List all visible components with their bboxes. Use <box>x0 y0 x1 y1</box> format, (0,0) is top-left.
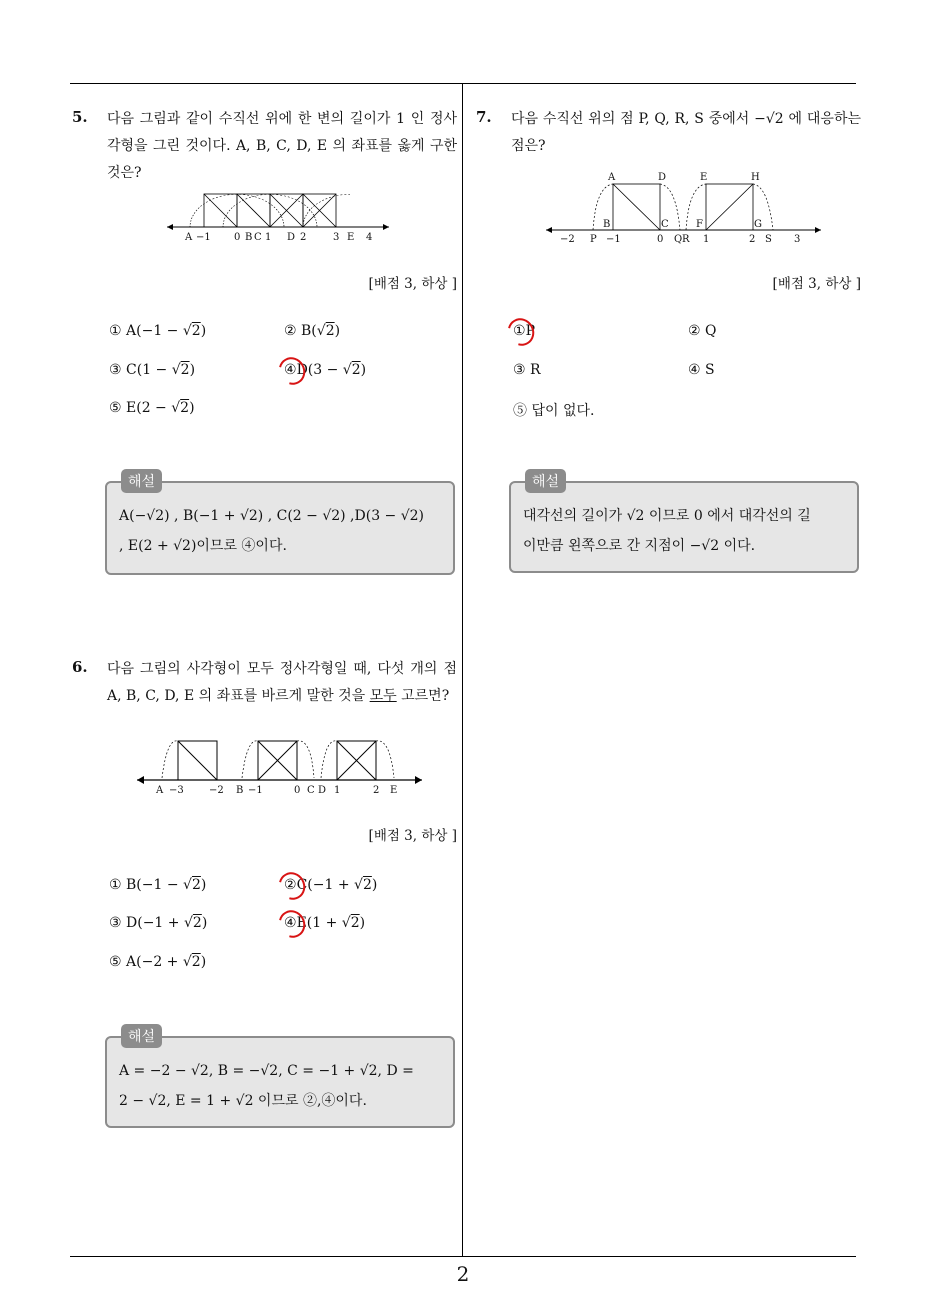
svg-text:E: E <box>347 232 355 243</box>
question-number: 5. <box>72 108 88 126</box>
svg-text:−3: −3 <box>169 785 184 796</box>
svg-text:G: G <box>754 219 762 230</box>
question-text: 다음 그림의 사각형이 모두 정사각형일 때, 다섯 개의 점 A, B, C, D, E 의 좌표를 바르게 말한 것을 모두 고르면? <box>107 661 457 704</box>
svg-text:P: P <box>590 234 597 245</box>
explanation-tag: 해설 <box>121 1024 162 1048</box>
answer-mark <box>274 905 311 942</box>
score: [배점 3, 하상 ] <box>368 276 457 292</box>
choice-5[interactable]: ⑤ A(−2 + √2) <box>109 954 207 970</box>
svg-text:C: C <box>254 232 262 243</box>
svg-text:D: D <box>287 232 296 243</box>
choice-2[interactable]: ② C(−1 + √2) <box>284 877 377 893</box>
choice-4[interactable]: ④ D(3 − √2) <box>284 362 366 378</box>
choice-2[interactable]: ② B(√2) <box>284 323 341 339</box>
q5-labels <box>184 232 372 243</box>
answer-mark <box>503 313 540 350</box>
question-7 <box>476 100 861 580</box>
svg-text:1: 1 <box>265 232 272 243</box>
question-number: 7. <box>476 108 492 126</box>
question-6 <box>72 650 457 1130</box>
explanation-text: 대각선의 길이가 √2 이므로 0 에서 대각선의 길 이만큼 왼쪽으로 간 지점이 −√2 이다. <box>523 508 811 554</box>
choice-4[interactable]: ④ E(1 + √2) <box>284 915 365 931</box>
svg-text:4: 4 <box>366 232 373 243</box>
choice-5[interactable]: ⑤ E(2 − √2) <box>109 400 195 416</box>
svg-text:0: 0 <box>657 234 664 245</box>
bottom-rule <box>70 1256 856 1257</box>
svg-text:H: H <box>751 172 760 183</box>
svg-text:Q: Q <box>674 234 683 245</box>
q5-figure <box>167 188 392 243</box>
choice-3[interactable]: ③ R <box>513 362 541 378</box>
svg-text:3: 3 <box>333 232 340 243</box>
explanation-text: A(−√2) , B(−1 + √2) , C(2 − √2) ,D(3 − √2) , E(2 + √2)이므로 ④이다. <box>119 508 425 554</box>
svg-text:−1: −1 <box>606 234 621 245</box>
svg-text:2: 2 <box>373 785 380 796</box>
explanation-box <box>509 474 859 573</box>
svg-text:C: C <box>661 219 669 230</box>
choice-3[interactable]: ③ C(1 − √2) <box>109 362 196 378</box>
svg-text:A: A <box>185 232 193 243</box>
svg-text:A: A <box>156 785 164 796</box>
svg-text:2: 2 <box>300 232 307 243</box>
svg-text:D: D <box>318 785 327 796</box>
svg-text:−2: −2 <box>560 234 575 245</box>
svg-text:B: B <box>236 785 244 796</box>
page-number: 2 <box>456 1262 470 1286</box>
explanation-text: A = −2 − √2, B = −√2, C = −1 + √2, D = 2 − √2, E = 1 + √2 이므로 ②,④이다. <box>119 1063 414 1109</box>
choice-1[interactable]: ① P <box>513 323 535 339</box>
explanation-box <box>105 474 455 575</box>
svg-text:−1: −1 <box>196 232 211 243</box>
svg-text:−2: −2 <box>209 785 224 796</box>
choice-5[interactable]: ⑤ 답이 없다. <box>513 403 595 419</box>
question-5 <box>72 100 457 580</box>
answer-mark <box>274 867 311 904</box>
svg-text:3: 3 <box>794 234 801 245</box>
answer-mark <box>274 352 311 389</box>
score: [배점 3, 하상 ] <box>368 828 457 844</box>
q6-figure <box>137 738 427 798</box>
explanation-tag: 해설 <box>525 469 566 493</box>
choice-4[interactable]: ④ S <box>688 362 715 378</box>
q6-labels <box>155 785 397 796</box>
svg-text:A: A <box>608 172 616 183</box>
column-divider <box>462 83 463 1256</box>
explanation-box <box>105 1029 455 1128</box>
choice-3[interactable]: ③ D(−1 + √2) <box>109 915 208 931</box>
svg-text:C: C <box>307 785 315 796</box>
svg-text:S: S <box>765 234 772 245</box>
choice-2[interactable]: ② Q <box>688 323 717 339</box>
choice-1[interactable]: ① B(−1 − √2) <box>109 877 207 893</box>
explanation-tag: 해설 <box>121 469 162 493</box>
question-number: 6. <box>72 658 88 676</box>
svg-text:0: 0 <box>294 785 301 796</box>
choice-1[interactable]: ① A(−1 − √2) <box>109 323 207 339</box>
svg-text:E: E <box>390 785 398 796</box>
svg-text:0: 0 <box>234 232 241 243</box>
svg-text:D: D <box>658 172 667 183</box>
svg-text:1: 1 <box>334 785 341 796</box>
svg-text:R: R <box>682 234 690 245</box>
top-rule <box>70 83 856 84</box>
question-text: 다음 수직선 위의 점 P, Q, R, S 중에서 −√2 에 대응하는 점은? <box>511 111 861 154</box>
score: [배점 3, 하상 ] <box>772 276 861 292</box>
svg-text:B: B <box>603 219 611 230</box>
svg-text:E: E <box>700 172 708 183</box>
svg-text:1: 1 <box>703 234 710 245</box>
q7-figure <box>546 172 826 244</box>
svg-text:2: 2 <box>749 234 756 245</box>
question-text: 다음 그림과 같이 수직선 위에 한 변의 길이가 1 인 정사각형을 그린 것이다. A, B, C, D, E 의 좌표를 옳게 구한 것은? <box>107 111 457 181</box>
svg-text:B: B <box>245 232 253 243</box>
svg-text:F: F <box>696 219 703 230</box>
svg-text:−1: −1 <box>248 785 263 796</box>
